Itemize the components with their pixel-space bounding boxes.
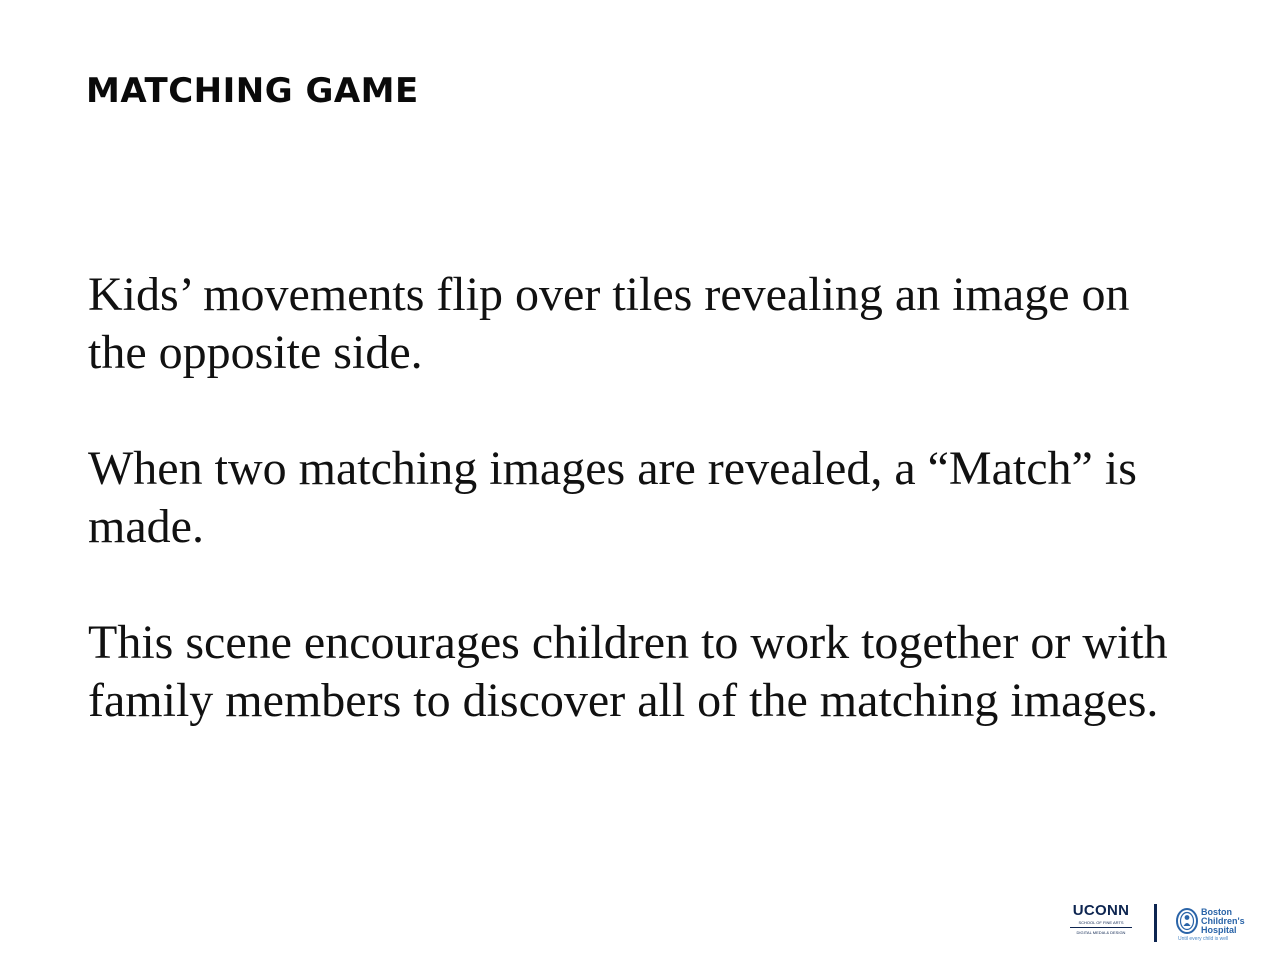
uconn-logo: [1066, 903, 1136, 935]
logo-divider: [1154, 904, 1157, 942]
boston-childrens-emblem-icon: [1176, 908, 1198, 934]
paragraph-match: When two matching images are revealed, a “Match” is made.: [88, 442, 1137, 553]
boston-line-3: Hospital: [1201, 925, 1237, 935]
paragraph-teamwork: This scene encourages children to work together or with family members to discover all of the matching images.: [88, 616, 1168, 727]
uconn-rule: [1070, 927, 1132, 928]
paragraph-tiles: Kids’ movements flip over tiles revealing an image on the opposite side.: [88, 268, 1130, 379]
footer-logos: [1062, 896, 1252, 946]
boston-line-1: Boston: [1201, 907, 1232, 917]
boston-tagline: Until every child is well: [1178, 936, 1229, 942]
uconn-wordmark: UCONN: [1072, 902, 1130, 919]
uconn-department: DIGITAL MEDIA & DESIGN: [1076, 930, 1126, 935]
boston-childrens-wordmark: [1201, 908, 1261, 935]
slide-body: [88, 266, 1188, 730]
uconn-school: SCHOOL OF FINE ARTS: [1078, 920, 1124, 925]
boston-line-2: Children's: [1201, 916, 1245, 926]
slide-title: MATCHING GAME: [86, 71, 419, 111]
